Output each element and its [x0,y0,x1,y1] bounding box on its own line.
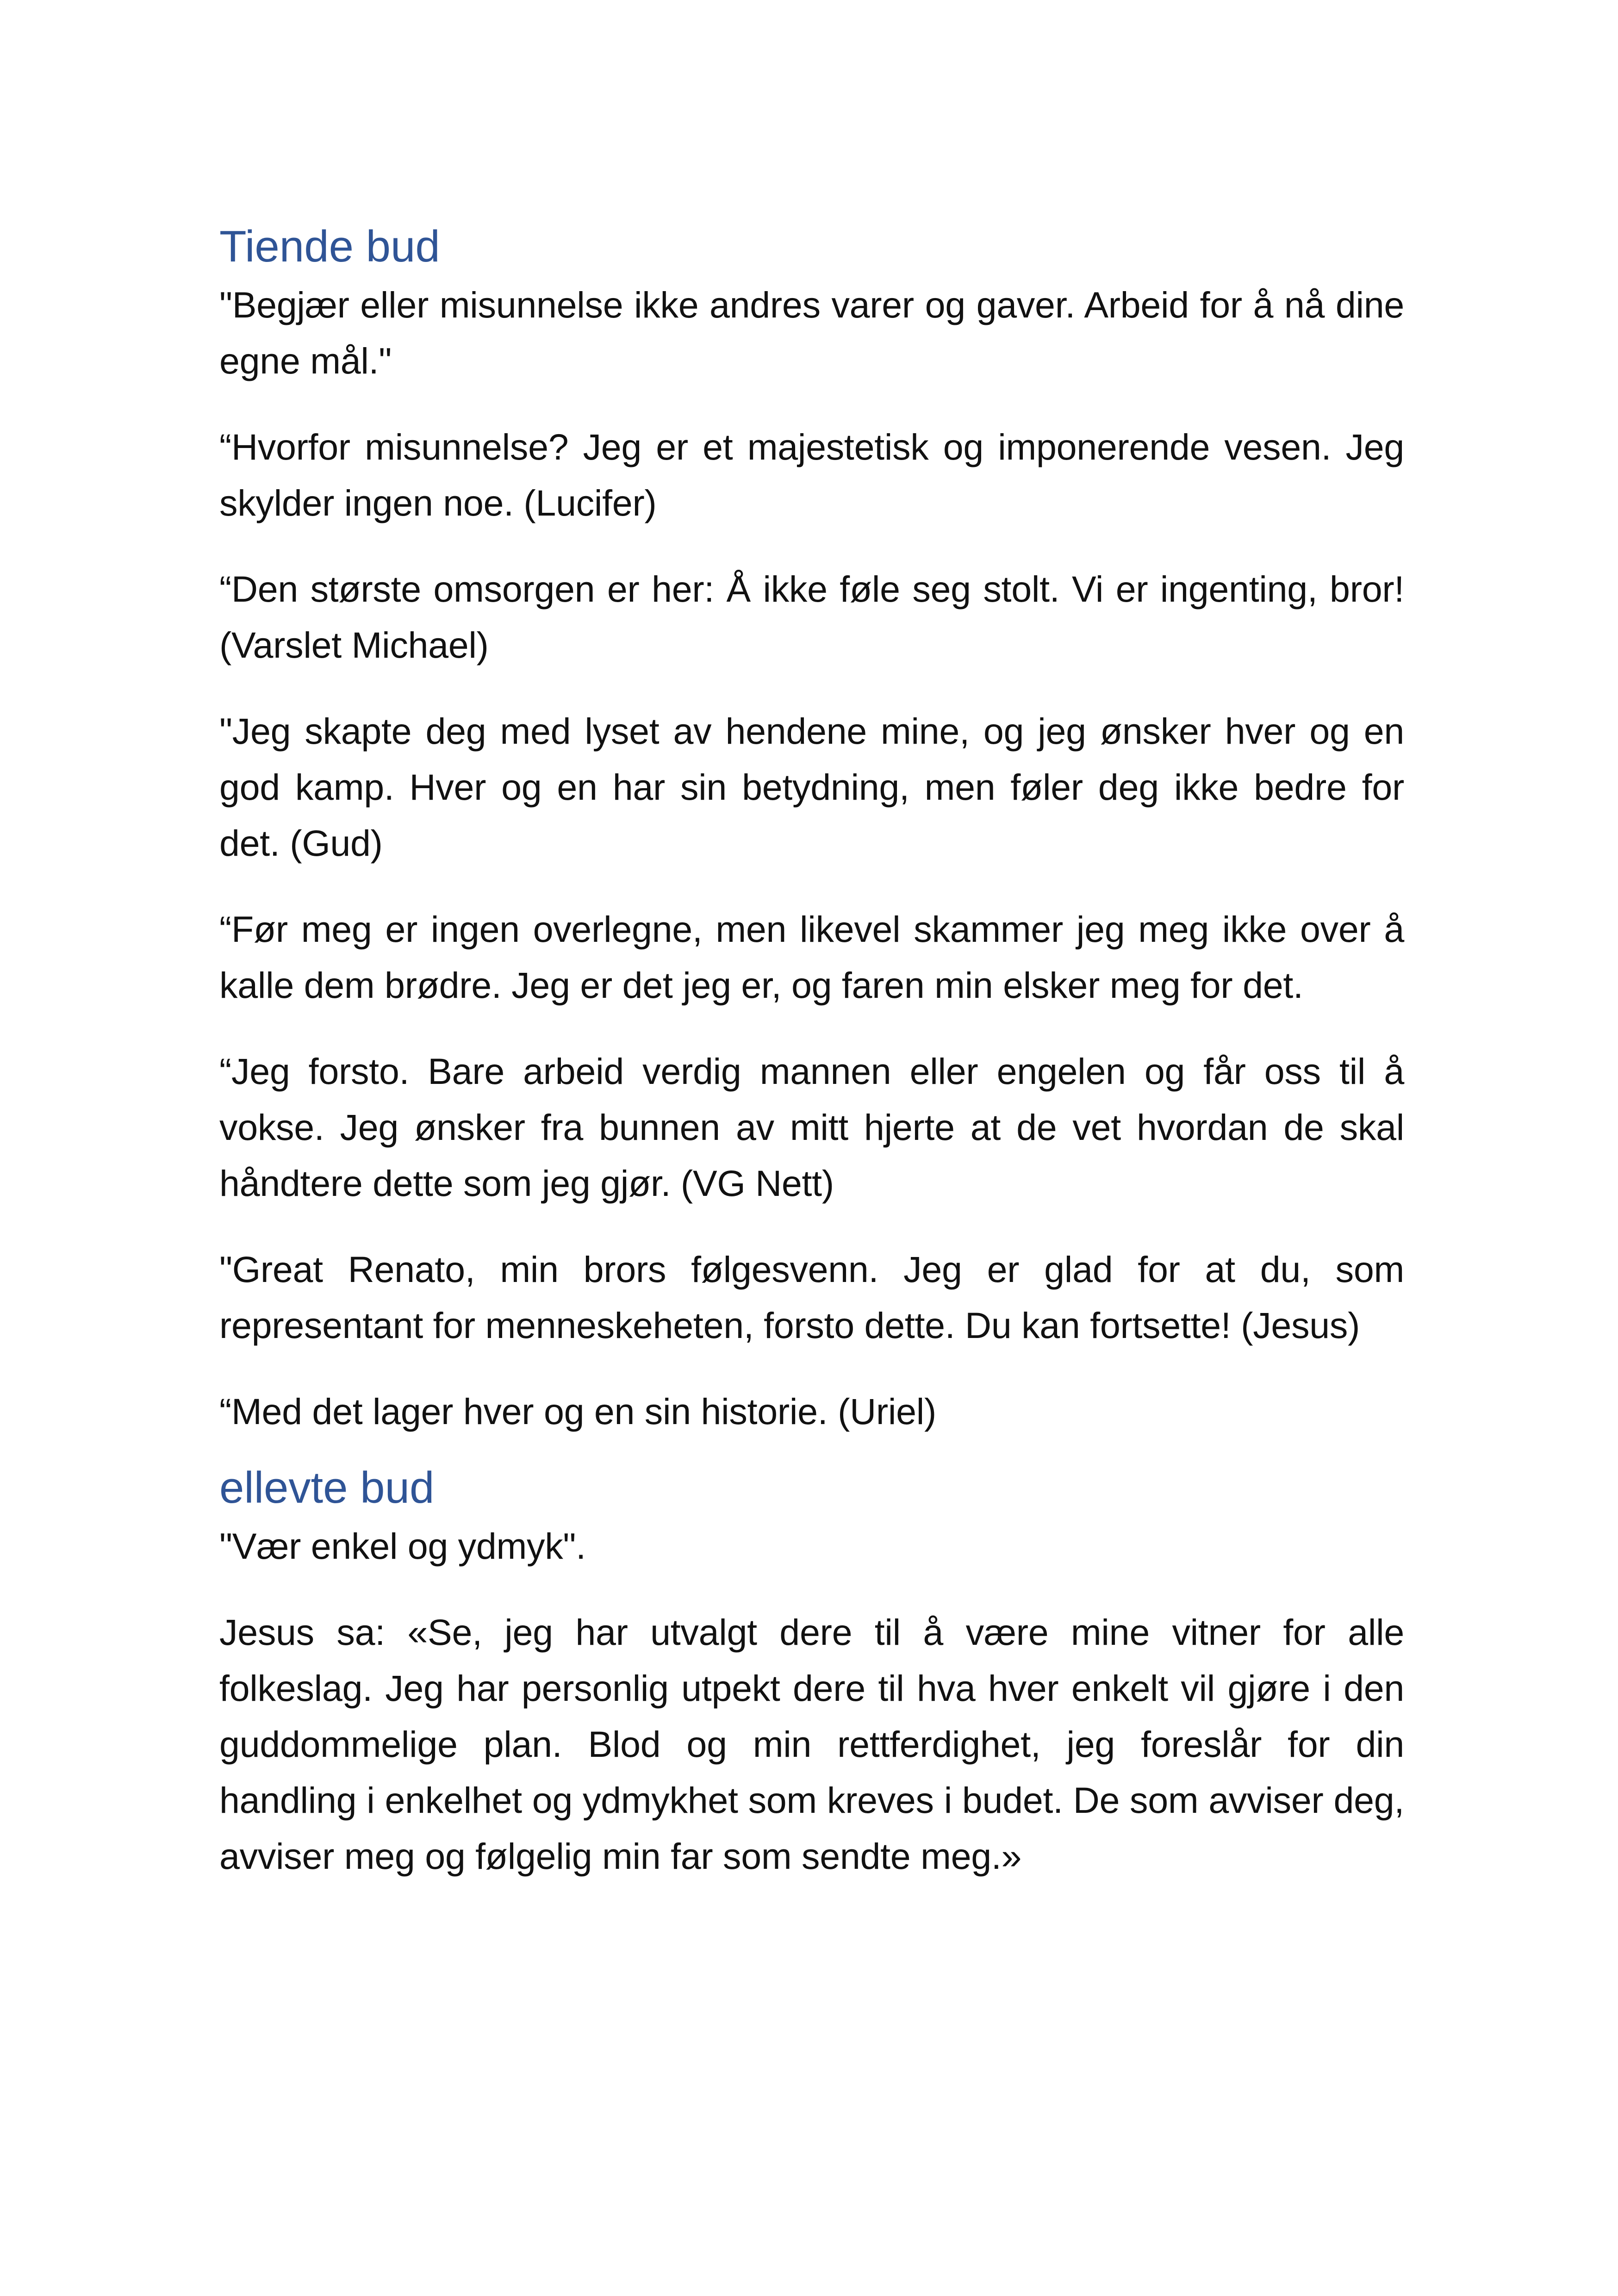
commandment-text: "Begjær eller misunnelse ikke andres varer og gaver. Arbeid for å nå dine egne mål." [219,284,1404,381]
quote-gud: "Jeg skapte deg med lyset av hendene mine, og jeg ønsker hver og en god kamp. Hver og en har sin betydning, men føler deg ikke bedre for det. (Gud) [219,710,1404,864]
section-heading-tiende-bud: Tiende bud [219,222,440,271]
section-heading-ellevte-bud: ellevte bud [219,1463,435,1512]
quote-lucifer: “Hvorfor misunnelse? Jeg er et majestetisk og imponerende vesen. Jeg skylder ingen noe. (Lucifer) [219,426,1404,523]
quote-brothers: “Før meg er ingen overlegne, men likevel skammer jeg meg ikke over å kalle dem brødre. Jeg er det jeg er, og faren min elsker meg for det. [219,908,1404,1006]
quote-jesus: "Great Renato, min brors følgesvenn. Jeg er glad for at du, som representant for menneskeheten, forsto dette. Du kan fortsette! (Jesus) [219,1249,1404,1346]
quote-michael: “Den største omsorgen er her: Å ikke føle seg stolt. Vi er ingenting, bror! (Varslet Michael) [219,568,1404,666]
quote-vg-nett: “Jeg forsto. Bare arbeid verdig mannen eller engelen og får oss til å vokse. Jeg ønsker fra bunnen av mitt hjerte at de vet hvordan de skal håndtere dette som jeg gjør. (VG Nett) [219,1051,1404,1204]
document-body [219,217,1404,1914]
commandment-text: "Vær enkel og ydmyk". [219,1525,586,1567]
quote-jesus-witnesses: Jesus sa: «Se, jeg har utvalgt dere til å være mine vitner for alle folkeslag. Jeg har personlig utpekt dere til hva hver enkelt vil gjøre i den guddommelige plan. Blod og min rettferdighet, jeg foreslår for din handling i enkelhet og ydmykhet som kreves i budet. De som avviser deg, avviser meg og følgelig min far som sendte meg.» [219,1612,1404,1877]
quote-uriel: “Med det lager hver og en sin historie. (Uriel) [219,1391,937,1432]
